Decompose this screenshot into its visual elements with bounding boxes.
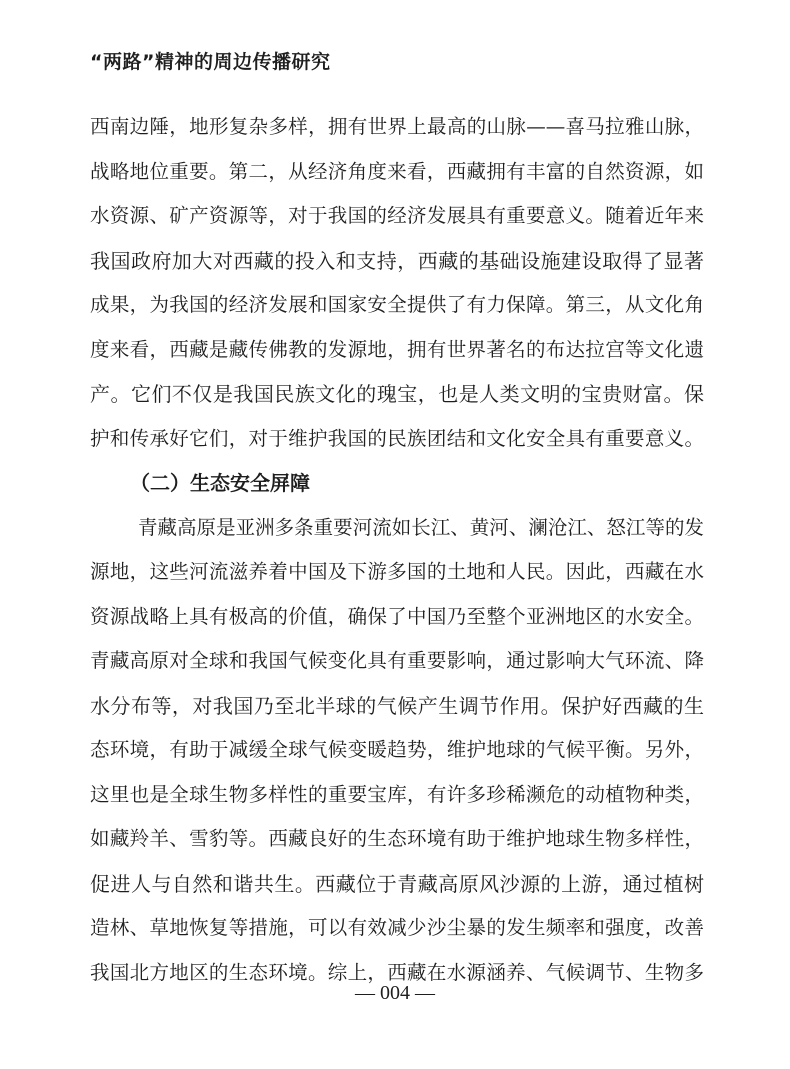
- running-header: “两路”精神的周边传播研究: [90, 51, 331, 73]
- text-line: 源地，这些河流滋养着中国及下游多国的土地和人民。因此，西藏在水: [90, 560, 704, 583]
- text-line: 我国政府加大对西藏的投入和支持，西藏的基础设施建设取得了显著: [90, 248, 704, 273]
- text-line: 产。它们不仅是我国民族文化的瑰宝，也是人类文明的宝贵财富。保: [90, 382, 704, 406]
- text-line: 态环境，有助于减缓全球气候变暖趋势，维护地球的气候平衡。另外，: [90, 738, 704, 761]
- text-line: 促进人与自然和谐共生。西藏位于青藏高原风沙源的上游，通过植树: [90, 871, 704, 896]
- page-number: — 004 —: [355, 982, 435, 1004]
- paragraph-2: [90, 511, 704, 1001]
- text-line: 我国北方地区的生态环境。综上，西藏在水源涵养、气候调节、生物多: [90, 960, 704, 984]
- text-line: 青藏高原是亚洲多条重要河流如长江、黄河、澜沧江、怒江等的发: [138, 515, 704, 539]
- paragraph-1: [90, 110, 704, 466]
- text-line: 这里也是全球生物多样性的重要宝库，有许多珍稀濒危的动植物种类，: [90, 782, 704, 806]
- text-line: 战略地位重要。第二，从经济角度来看，西藏拥有丰富的自然资源，如: [90, 159, 704, 183]
- text-line: 西南边陲，地形复杂多样，拥有世界上最高的山脉——喜马拉雅山脉，: [90, 115, 704, 138]
- text-line: 护和传承好它们，对于维护我国的民族团结和文化安全具有重要意义。: [90, 426, 704, 450]
- text-line: 青藏高原对全球和我国气候变化具有重要影响，通过影响大气环流、降: [90, 649, 704, 672]
- text-line: 如藏羚羊、雪豹等。西藏良好的生态环境有助于维护地球生物多样性，: [90, 827, 704, 850]
- text-line: 资源战略上具有极高的价值，确保了中国乃至整个亚洲地区的水安全。: [90, 604, 704, 628]
- text-line: 水资源、矿产资源等，对于我国的经济发展具有重要意义。随着近年来: [90, 204, 704, 227]
- text-line: 水分布等，对我国乃至北半球的气候产生调节作用。保护好西藏的生: [90, 693, 704, 718]
- section-heading: （二）生态安全屏障: [130, 471, 310, 495]
- page-body: [90, 110, 704, 1000]
- text-line: 成果，为我国的经济发展和国家安全提供了有力保障。第三，从文化角: [90, 293, 704, 316]
- text-line: 造林、草地恢复等措施，可以有效减少沙尘暴的发生频率和强度，改善: [90, 916, 704, 939]
- text-line: 度来看，西藏是藏传佛教的发源地，拥有世界著名的布达拉宫等文化遗: [90, 337, 704, 361]
